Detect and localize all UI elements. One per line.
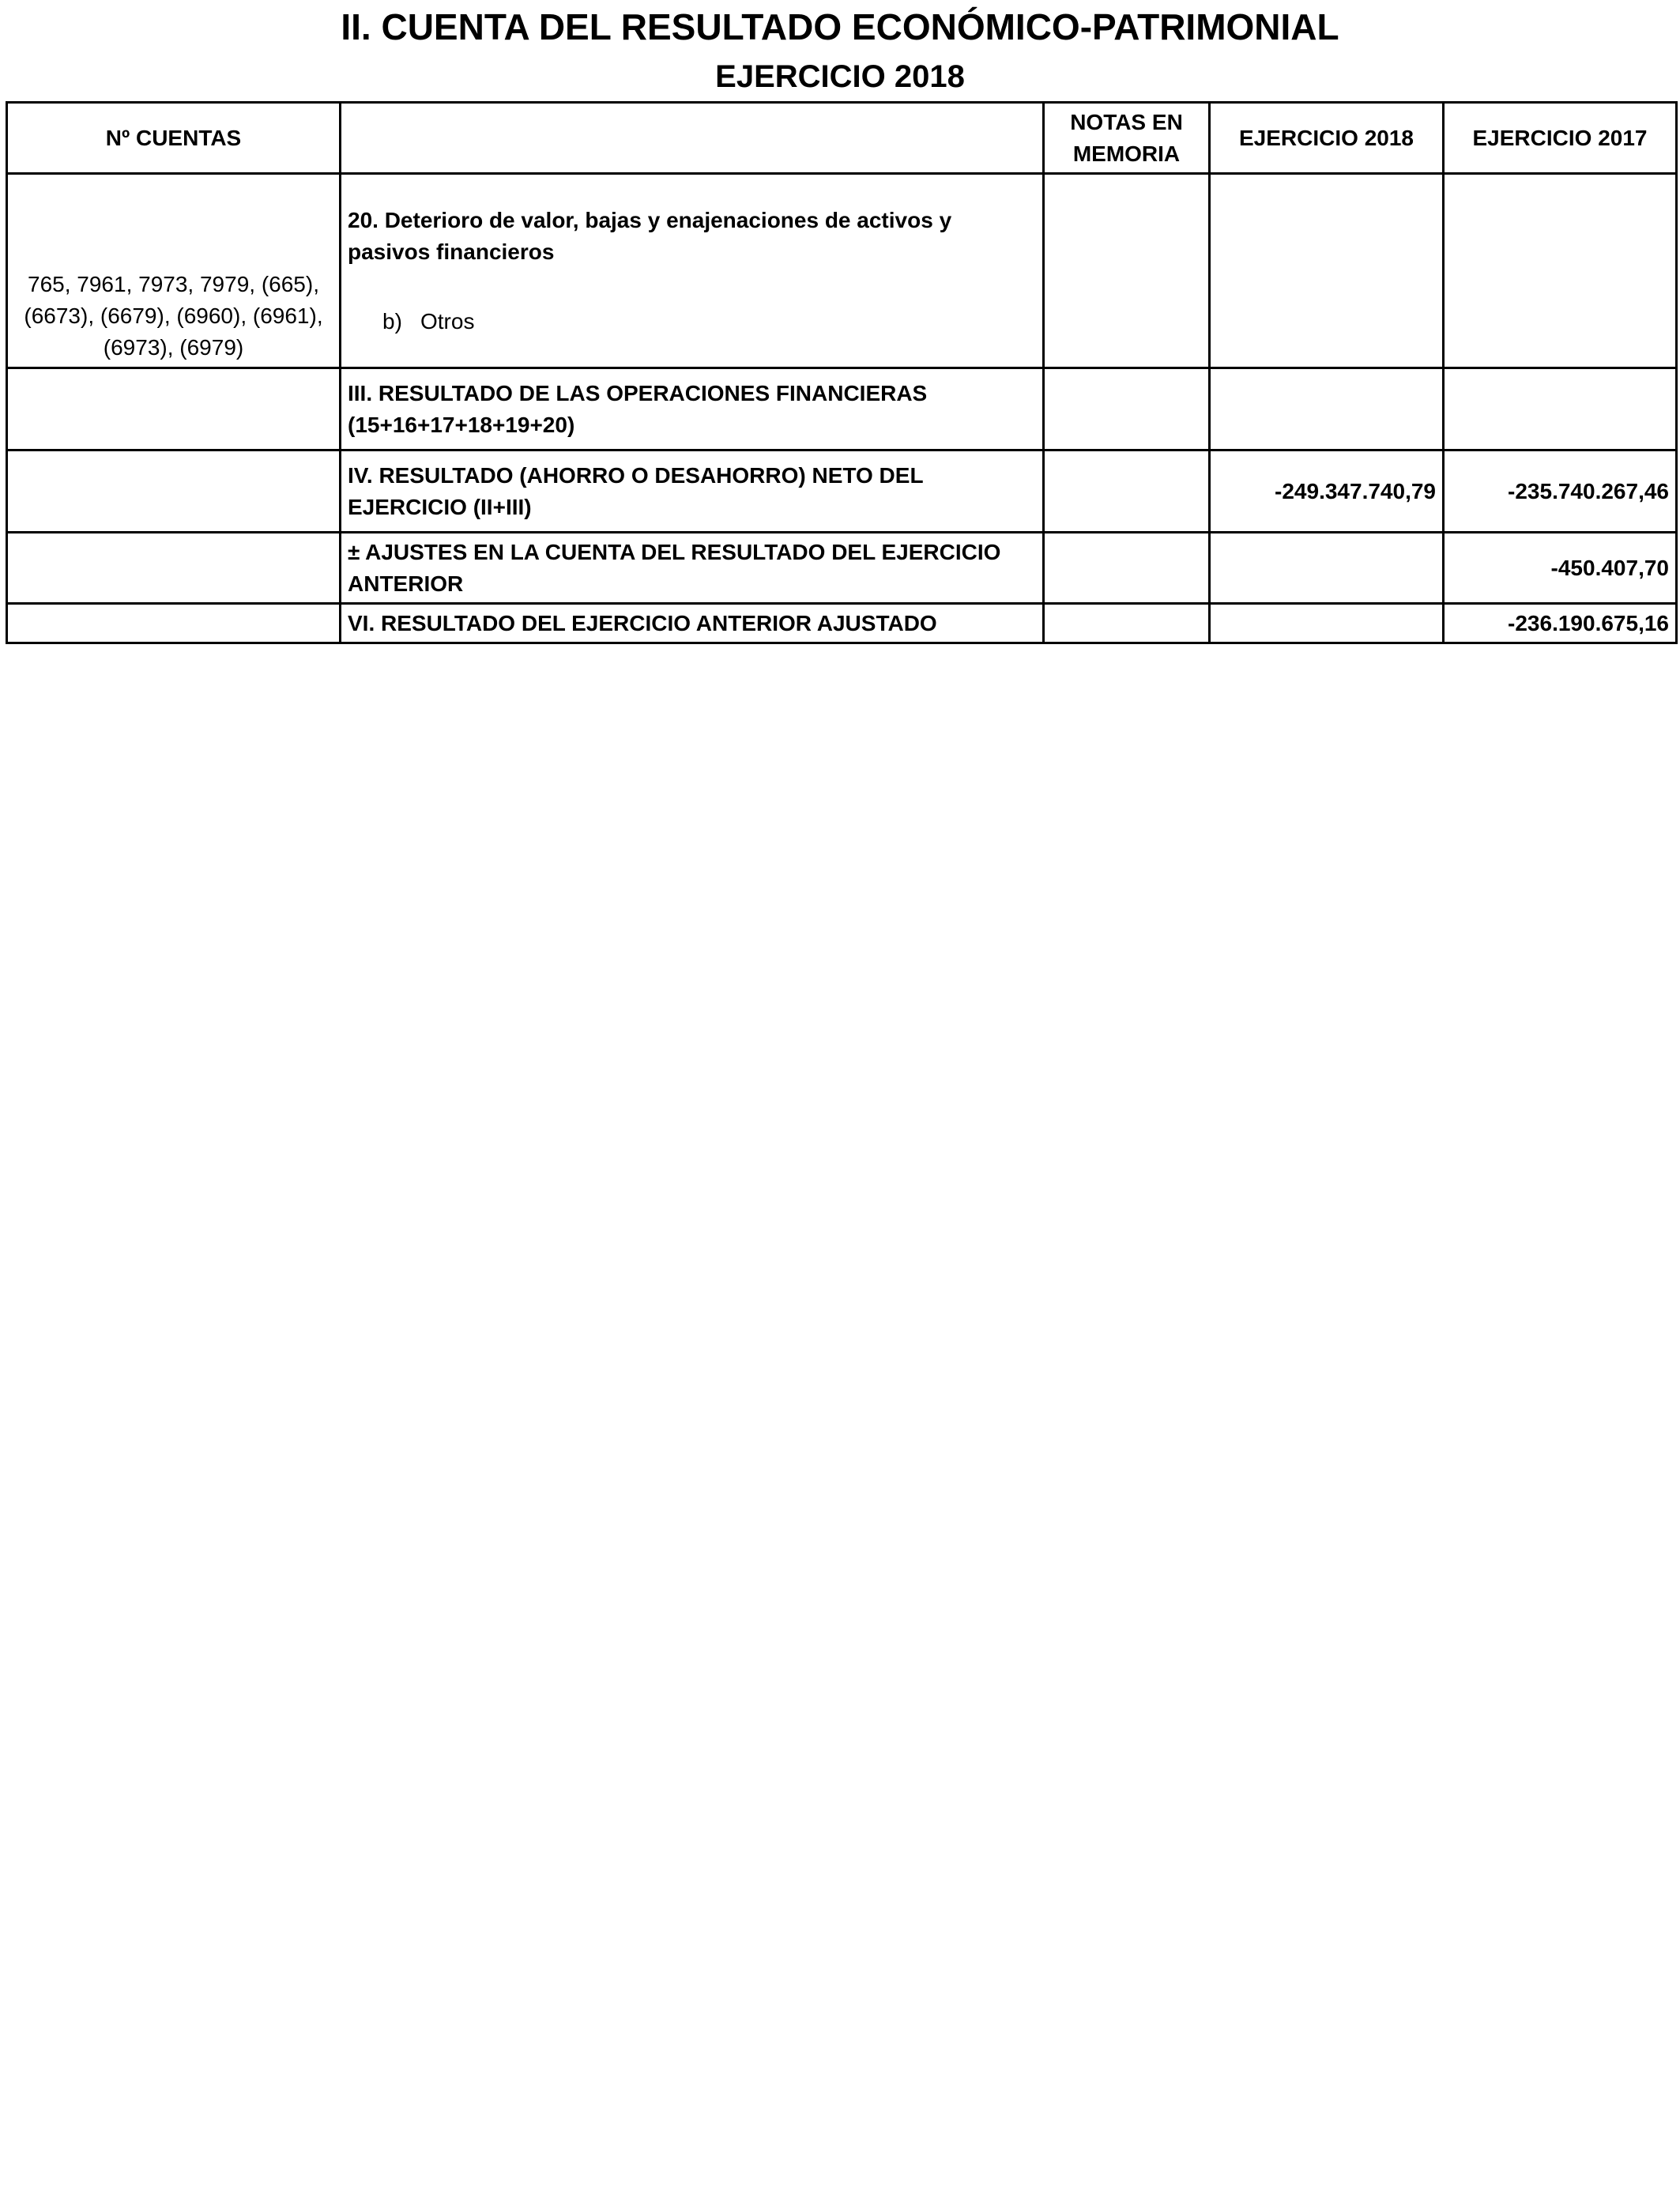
- amount-2018-cell: [1210, 368, 1444, 450]
- sub-item-label: b): [382, 308, 402, 334]
- notes-cell: [1044, 604, 1210, 643]
- header-year-2018: EJERCICIO 2018: [1210, 103, 1444, 174]
- concept-cell: ± AJUSTES EN LA CUENTA DEL RESULTADO DEL EJERCICIO ANTERIOR: [341, 533, 1044, 604]
- table-row: [7, 174, 1677, 368]
- concept-cell: VI. RESULTADO DEL EJERCICIO ANTERIOR AJUSTADO: [341, 604, 1044, 643]
- accounts-cell: [7, 533, 341, 604]
- accounts-cell: [7, 604, 341, 643]
- concept-cell: [341, 174, 1044, 368]
- page-title: II. CUENTA DEL RESULTADO ECONÓMICO-PATRIMONIAL: [341, 6, 1339, 47]
- header-notes: NOTAS EN MEMORIA: [1044, 103, 1210, 174]
- amount-2017-cell: [1444, 368, 1677, 450]
- table-row: [7, 533, 1677, 604]
- page-subtitle: EJERCICIO 2018: [715, 59, 965, 94]
- amount-2018-cell: [1210, 533, 1444, 604]
- notes-cell: [1044, 174, 1210, 368]
- table-row: [7, 450, 1677, 533]
- sub-item-text: Otros: [420, 308, 475, 334]
- amount-2017-cell: -235.740.267,46: [1444, 450, 1677, 533]
- table-header-row: [7, 103, 1677, 174]
- header-concept: [341, 103, 1044, 174]
- notes-cell: [1044, 450, 1210, 533]
- amount-2018-cell: [1210, 604, 1444, 643]
- notes-cell: [1044, 368, 1210, 450]
- accounts-cell: [7, 368, 341, 450]
- concept-cell: IV. RESULTADO (AHORRO O DESAHORRO) NETO DEL EJERCICIO (II+III): [341, 450, 1044, 533]
- amount-2017-cell: -450.407,70: [1444, 533, 1677, 604]
- result-account-table: [6, 101, 1678, 644]
- accounts-cell: [7, 450, 341, 533]
- header-year-2017: EJERCICIO 2017: [1444, 103, 1677, 174]
- accounts-cell: 765, 7961, 7973, 7979, (665), (6673), (6679), (6960), (6961), (6973), (6979): [7, 174, 341, 368]
- table-row: [7, 604, 1677, 643]
- sub-item: [348, 306, 1036, 337]
- concept-text: 20. Deterioro de valor, bajas y enajenaciones de activos y pasivos financieros: [348, 207, 952, 264]
- header-accounts: Nº CUENTAS: [7, 103, 341, 174]
- amount-2017-cell: [1444, 174, 1677, 368]
- amount-2018-cell: [1210, 174, 1444, 368]
- notes-cell: [1044, 533, 1210, 604]
- table-row: [7, 368, 1677, 450]
- concept-cell: III. RESULTADO DE LAS OPERACIONES FINANCIERAS (15+16+17+18+19+20): [341, 368, 1044, 450]
- amount-2018-cell: -249.347.740,79: [1210, 450, 1444, 533]
- amount-2017-cell: -236.190.675,16: [1444, 604, 1677, 643]
